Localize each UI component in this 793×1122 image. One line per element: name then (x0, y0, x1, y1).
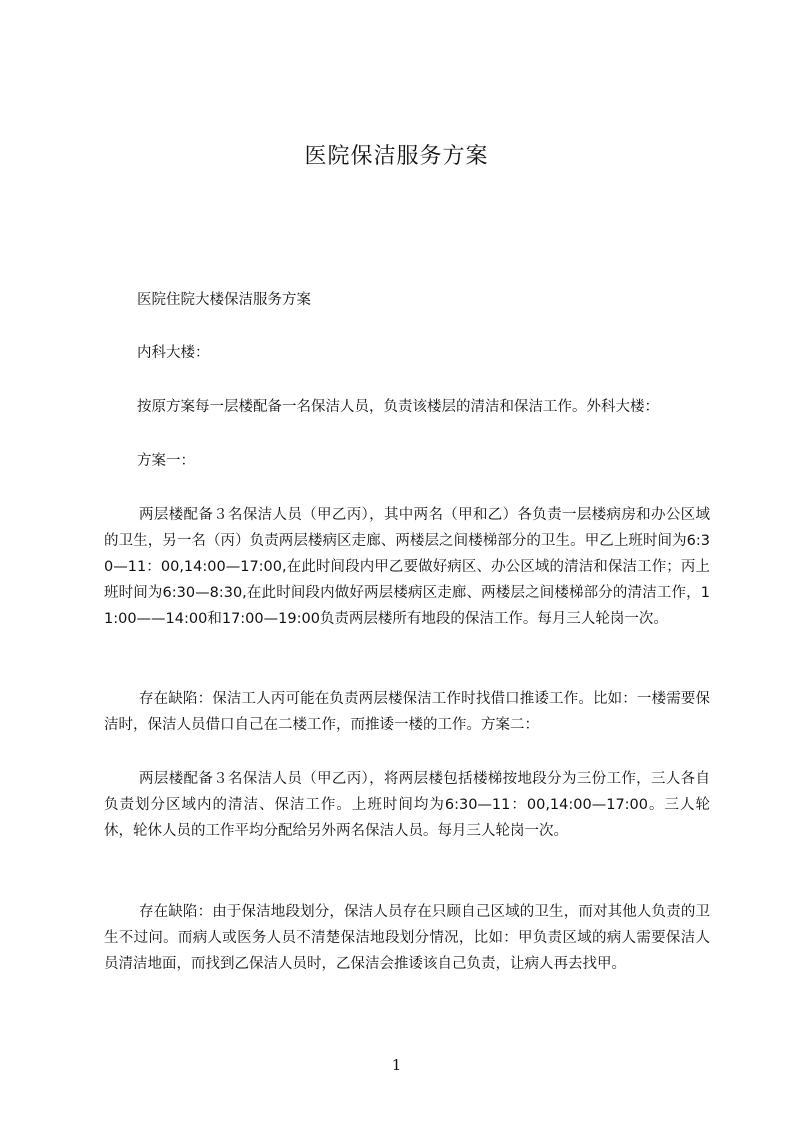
section-heading: 医院住院大楼保洁服务方案 (137, 292, 311, 308)
building-label: 内科大楼： (137, 345, 210, 361)
paragraph: 两层楼配备３名保洁人员（甲乙丙），其中两名（甲和乙）各负责一层楼病房和办公区域的卫生，另一名（丙）负责两层楼病区走廊、两楼层之间楼梯部分的卫生。甲乙上班时间为6:30—11：00,14:00—17:00,在此时间段内甲乙要做好病区、办公区域的清洁和保洁工作；丙上班时间为6:30—8:30,在此时间段内做好两层楼病区走廊、两楼层之间楼梯部分的清洁工作，11:00——14:00和17:00—19:00负责两层楼所有地段的保洁工作。每月三人轮岗一次。 (104, 507, 710, 627)
page-number: 1 (391, 1056, 402, 1074)
paragraph: 存在缺陷：由于保洁地段划分，保洁人员存在只顾自己区域的卫生，而对其他人负责的卫生不过问。而病人或医务人员不清楚保洁地段划分情况，比如：甲负责区域的病人需要保洁人员清洁地面，而找到乙保洁人员时，乙保洁会推诿该自己负责，让病人再去找甲。 (104, 904, 710, 972)
document-title: 医院保洁服务方案 (304, 144, 489, 169)
plan-label: 方案一： (137, 453, 195, 469)
paragraph: 存在缺陷：保洁工人丙可能在负责两层楼保洁工作时找借口推诿工作。比如：一楼需要保洁时，保洁人员借口自己在二楼工作，而推诿一楼的工作。方案二： (104, 691, 710, 733)
paragraph: 两层楼配备３名保洁人员（甲乙丙），将两层楼包括楼梯按地段分为三份工作，三人各自负责划分区域内的清洁、保洁工作。上班时间均为6:30—11：00,14:00—17:00。三人轮休，轮休人员的工作平均分配给另外两名保洁人员。每月三人轮岗一次。 (104, 771, 710, 839)
paragraph: 按原方案每一层楼配备一名保洁人员，负责该楼层的清洁和保洁工作。外科大楼： (137, 399, 659, 415)
